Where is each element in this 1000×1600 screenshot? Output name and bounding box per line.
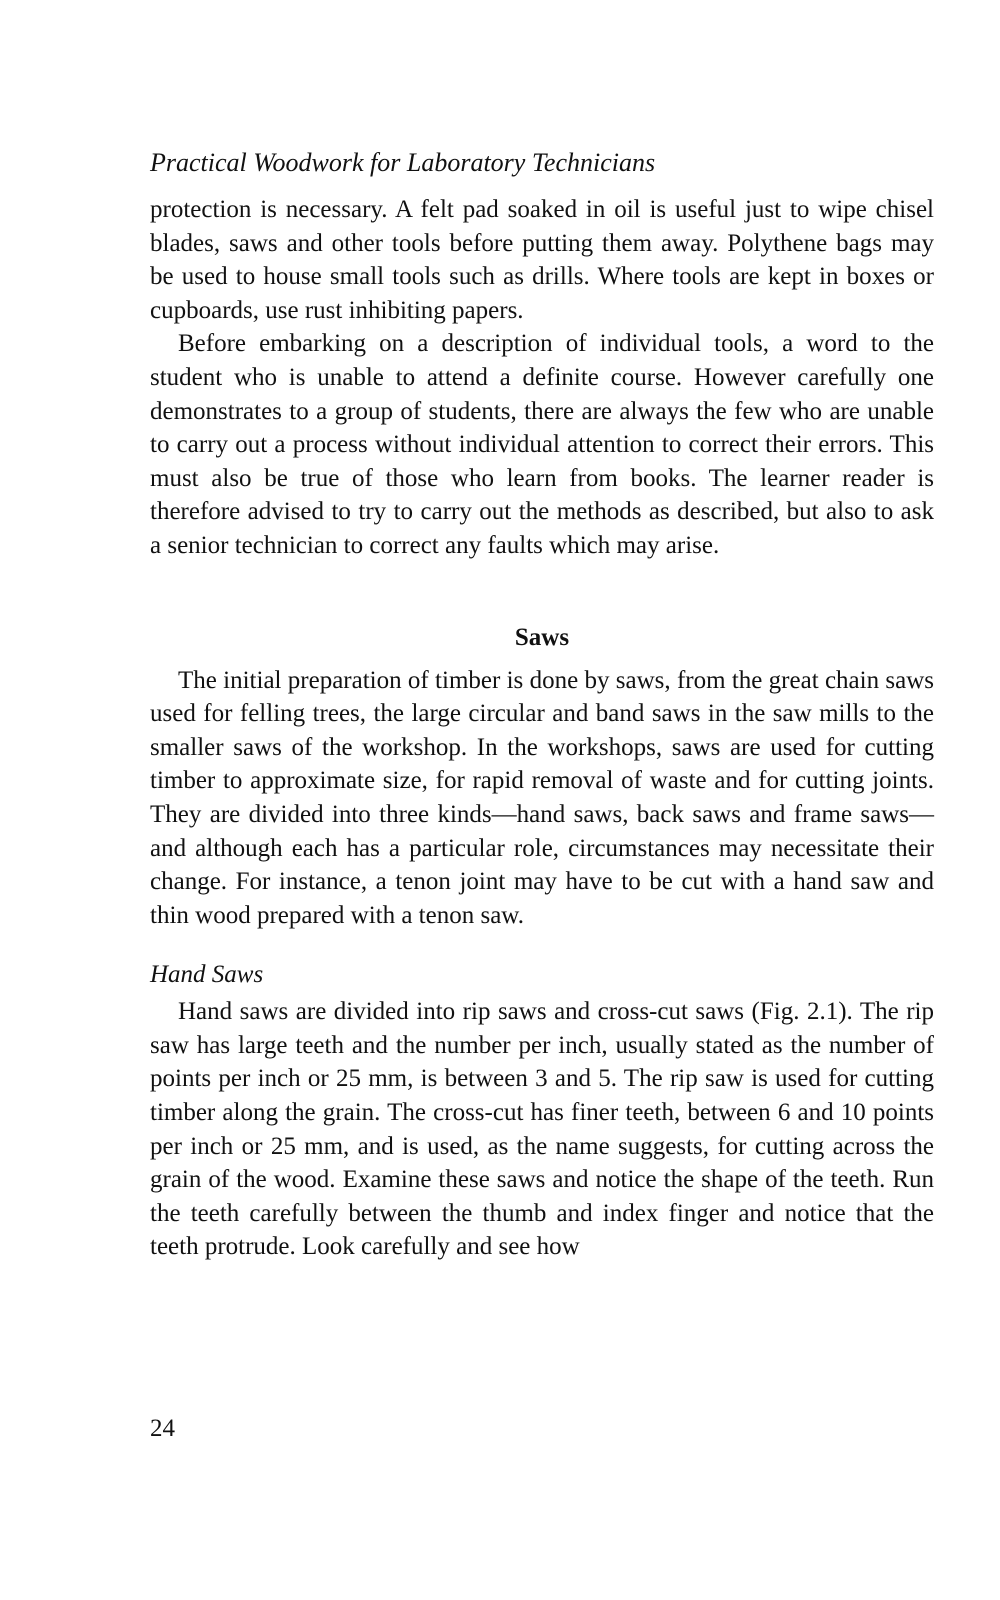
paragraph-saws: The initial preparation of timber is done by saws, from the great chain saws used for felling trees, the large circular and band saws in the saw mills to the smaller saws of the workshop. In the workshops, saws are used for cutting timber to approximate size, for rapid removal of waste and for cutting joints. They are divided into three kinds—hand saws, back saws and frame saws—and although each has a particular role, circumstances may necessitate their change. For instance, a tenon joint may have to be cut with a hand saw and thin wood prepared with a tenon saw. bbox=[150, 666, 934, 929]
page-number: 24 bbox=[150, 1415, 175, 1442]
running-head: Practical Woodwork for Laboratory Technicians bbox=[150, 148, 656, 177]
paragraph-before-embarking: Before embarking on a description of individual tools, a word to the student who is unable to attend a definite course. However carefully one demonstrates to a group of students, there are always the few who are unable to carry out a process without individual attention to correct their errors. This must also be true of those who learn from books. The learner reader is therefore advised to try to carry out the methods as described, but also to ask a senior technician to correct any faults which may arise. bbox=[150, 330, 934, 559]
paragraph-hand-saws: Hand saws are divided into rip saws and cross-cut saws (Fig. 2.1). The rip saw has large teeth and the number per inch, usually stated as the number of points per inch or 25 mm, is between 3 and 5. The rip saw is used for cutting timber along the grain. The cross-cut has finer teeth, between 6 and 10 points per inch or 25 mm, and is used, as the name suggests, for cutting across the grain of the wood. Examine these saws and notice the shape of the teeth. Run the teeth carefully between the thumb and index finger and notice that the teeth protrude. Look carefully and see how bbox=[150, 998, 934, 1261]
book-page bbox=[150, 146, 934, 1264]
section-heading-saws: Saws bbox=[514, 623, 570, 651]
paragraph-protection: protection is necessary. A felt pad soaked in oil is useful just to wipe chisel blades, saws and other tools before putting them away. Polythene bags may be used to house small tools such as drills. Where tools are kept in boxes or cupboards, use rust inhibiting papers. bbox=[150, 196, 934, 324]
subsection-heading-hand-saws: Hand Saws bbox=[150, 961, 264, 989]
